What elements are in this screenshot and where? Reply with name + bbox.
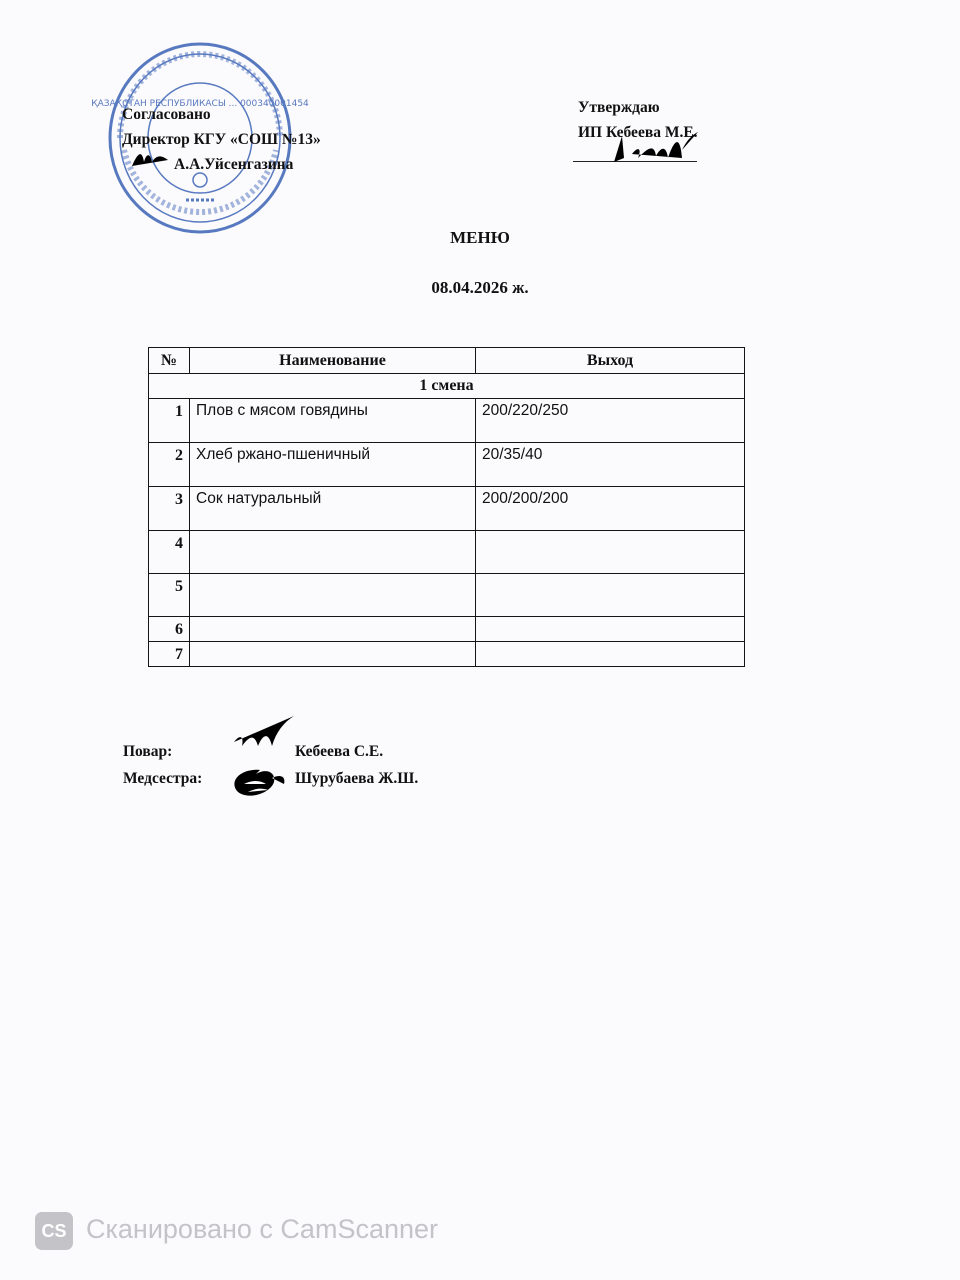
- table-row: [149, 574, 745, 617]
- row-number: 7: [149, 642, 190, 667]
- row-number: 6: [149, 617, 190, 642]
- row-number: 4: [149, 531, 190, 574]
- nurse-signature: [226, 762, 296, 818]
- dish-name: [190, 642, 476, 667]
- row-number: 1: [149, 399, 190, 443]
- approver-signature: [608, 128, 704, 168]
- stamp-number: ҚАЗАҚСТАН РЕСПУБЛИКАСЫ ... 000340001454: [91, 99, 309, 109]
- dish-name: [190, 574, 476, 617]
- approver-name: ИП Кебеева М.Е.: [578, 124, 698, 141]
- director-position: Директор КГУ «СОШ №13»: [122, 131, 321, 148]
- cook-label: Повар:: [123, 743, 173, 760]
- dish-name: [190, 617, 476, 642]
- dish-yield: [476, 574, 745, 617]
- table-row: [149, 642, 745, 667]
- table-row: [149, 531, 745, 574]
- row-number: 5: [149, 574, 190, 617]
- row-number: 3: [149, 487, 190, 531]
- director-name: А.А.Уйсенгазина: [174, 156, 294, 173]
- header-number: №: [149, 348, 190, 374]
- nurse-label: Медсестра:: [123, 770, 203, 787]
- dish-name: Сок натуральный: [190, 487, 476, 531]
- table-row: [149, 399, 745, 443]
- table-header-row: [149, 348, 745, 374]
- approved-label: Утверждаю: [578, 99, 660, 116]
- agreed-label: Согласовано: [122, 106, 211, 123]
- table-row: [149, 443, 745, 487]
- dish-name: Хлеб ржано-пшеничный: [190, 443, 476, 487]
- director-signature: [128, 146, 176, 174]
- document-date: 08.04.2026 ж.: [431, 278, 529, 297]
- header-yield: Выход: [476, 348, 745, 374]
- dish-yield: 200/220/250: [476, 399, 745, 443]
- table-row: [149, 487, 745, 531]
- shift-label: 1 смена: [149, 374, 745, 399]
- shift-row: [149, 374, 745, 399]
- dish-yield: [476, 617, 745, 642]
- camscanner-watermark: Сканировано с CamScanner: [86, 1214, 439, 1244]
- dish-yield: [476, 531, 745, 574]
- header-name: Наименование: [190, 348, 476, 374]
- document-title: МЕНЮ: [450, 228, 510, 247]
- dish-yield: 200/200/200: [476, 487, 745, 531]
- menu-table: [148, 347, 745, 667]
- cook-name: Кебеева С.Е.: [295, 743, 384, 760]
- camscanner-logo: CS: [35, 1212, 73, 1250]
- dish-yield: 20/35/40: [476, 443, 745, 487]
- table-row: [149, 617, 745, 642]
- nurse-name: Шурубаева Ж.Ш.: [295, 770, 419, 787]
- dish-name: Плов с мясом говядины: [190, 399, 476, 443]
- dish-name: [190, 531, 476, 574]
- dish-yield: [476, 642, 745, 667]
- row-number: 2: [149, 443, 190, 487]
- cook-signature: [214, 712, 306, 764]
